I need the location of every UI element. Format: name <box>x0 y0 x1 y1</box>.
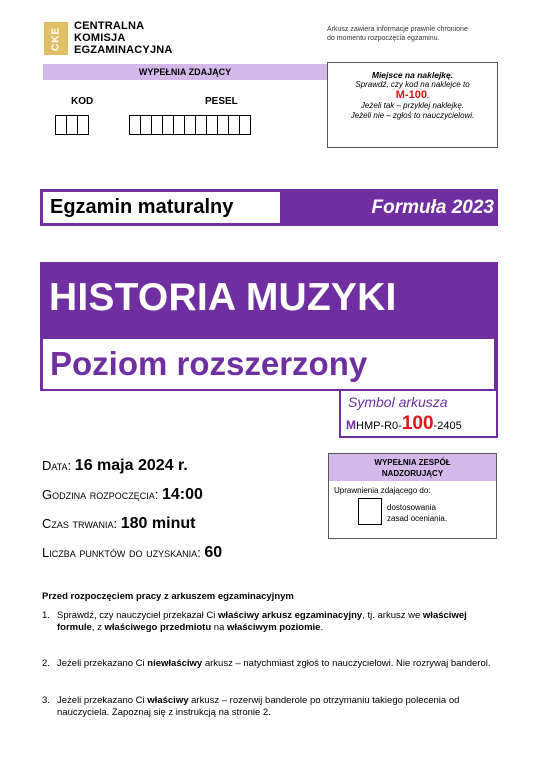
instruction-item <box>42 695 502 719</box>
instruction-text: Jeżeli przekazano Ci niewłaściwy arkusz – natychmiast zgłoś to nauczycielowi. Nie rozrywaj banderol. <box>57 658 491 669</box>
adjustment-label <box>387 502 447 524</box>
logo-line: KOMISJA <box>74 32 126 44</box>
team-header-line: WYPEŁNIA ZESPÓŁ <box>374 458 451 467</box>
date-value: 16 maja 2024 r. <box>74 457 188 474</box>
team-rights-label: Uprawnienia zdającego do: <box>334 486 431 495</box>
legal-notice <box>327 25 468 43</box>
symbol-prefix: M <box>346 418 356 432</box>
sticker-code-suffix: . <box>426 91 430 100</box>
exam-name: Egzamin maturalny <box>43 192 280 223</box>
instruction-text: Jeżeli przekazano Ci właściwy arkusz – rozerwij banderole po otrzymaniu takiego polecenia od nauczyciela. Zapoznaj się z instrukcją na stronie 2. <box>57 695 460 718</box>
instruction-item <box>42 658 502 670</box>
points-label: Liczba punktów do uzyskania: <box>42 545 201 560</box>
symbol-suffix: -2405 <box>433 420 462 432</box>
symbol-code <box>346 413 462 435</box>
duration-value: 180 minut <box>120 515 196 532</box>
duration-label: Czas trwania: <box>42 516 118 531</box>
date-label: Data: <box>42 458 72 473</box>
cke-logo-mark: CKE <box>44 22 68 55</box>
instruction-item <box>42 610 502 634</box>
sticker-line: Sprawdź, czy kod na naklejce to <box>355 80 470 89</box>
pesel-cell[interactable] <box>239 115 251 135</box>
exam-date <box>42 457 188 475</box>
points-value: 60 <box>204 544 223 561</box>
logo-line: CENTRALNA <box>74 20 145 32</box>
start-value: 14:00 <box>161 486 203 503</box>
team-header-line: NADZORUJĄCY <box>381 469 444 478</box>
sticker-code: M-100 <box>395 89 427 101</box>
instructions-heading: Przed rozpoczęciem pracy z arkuszem egzaminacyjnym <box>42 591 294 602</box>
notice-line: Arkusz zawiera informacje prawnie chronione <box>327 26 468 33</box>
code-label: KOD <box>71 96 94 107</box>
symbol-middle: HMP-R0- <box>356 420 402 432</box>
start-label: Godzina rozpoczęcia: <box>42 487 159 502</box>
cke-logo-text <box>74 20 173 56</box>
notice-line: do momentu rozpoczęcia egzaminu. <box>327 35 440 42</box>
instruction-number: 3. <box>42 695 50 706</box>
adjustment-line: zasad oceniania. <box>387 514 448 523</box>
pesel-field[interactable] <box>129 115 250 135</box>
adjustment-line: dostosowania <box>387 503 436 512</box>
exam-start <box>42 486 203 504</box>
exam-level: Poziom rozszerzony <box>43 339 494 389</box>
code-field[interactable] <box>55 115 88 135</box>
instruction-number: 1. <box>42 610 50 621</box>
adjustment-checkbox[interactable] <box>358 498 382 525</box>
sticker-line: Jeżeli nie – zgłoś to nauczycielowi. <box>350 111 475 120</box>
symbol-label: Symbol arkusza <box>348 394 448 410</box>
exam-points <box>42 544 222 562</box>
team-header <box>329 454 496 481</box>
subject-title: HISTORIA MUZYKI <box>49 276 397 319</box>
logo-line: EGZAMINACYJNA <box>74 44 173 56</box>
instruction-number: 2. <box>42 658 50 669</box>
instruction-text: Sprawdź, czy nauczyciel przekazał Ci właściwy arkusz egzaminacyjny, tj. arkusz we właściwej formule, z właściwego przedmiotu na właściwym poziomie. <box>57 610 467 633</box>
pesel-label: PESEL <box>205 96 238 107</box>
exam-formula: Formuła 2023 <box>371 197 494 218</box>
sticker-title: Miejsce na naklejkę. <box>371 70 454 80</box>
candidate-header: WYPEŁNIA ZDAJĄCY <box>43 64 327 80</box>
sticker-area <box>327 62 498 148</box>
code-cell[interactable] <box>77 115 89 135</box>
sticker-line: Jeżeli tak – przyklej naklejkę. <box>360 101 465 110</box>
exam-duration <box>42 515 195 533</box>
symbol-number: 100 <box>401 413 434 434</box>
